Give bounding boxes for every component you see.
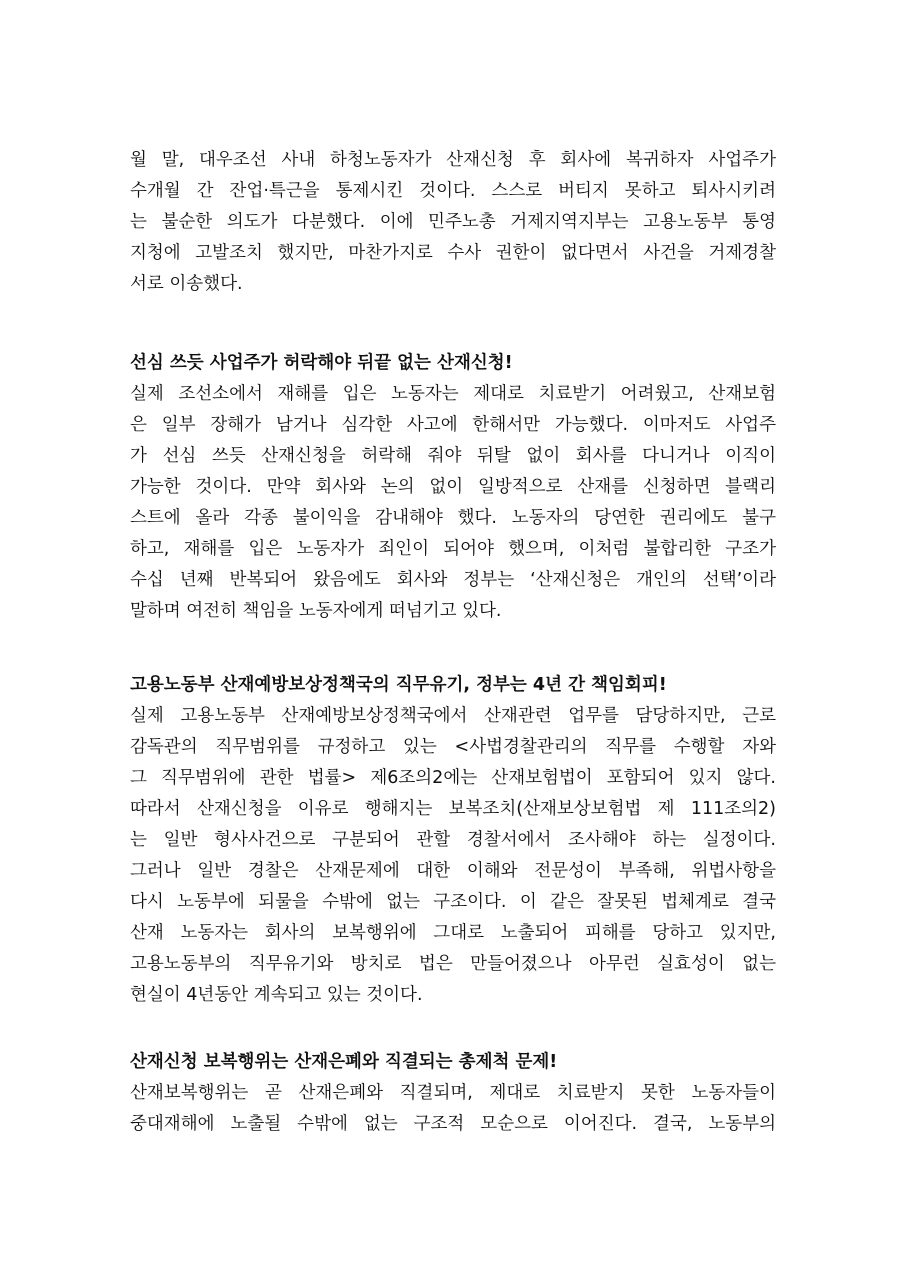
text-line: 다시 노동부에 되물을 수밖에 없는 구조이다. 이 같은 잘못된 법체계로 결국 (130, 892, 776, 912)
text-line: 는 일반 형사사건으로 구분되어 관할 경찰서에서 조사해야 하는 실정이다. (130, 830, 776, 850)
text-line: 수개월 간 잔업·특근을 통제시킨 것이다. 스스로 버티지 못하고 퇴사시키려 (130, 181, 776, 201)
text-line: 지청에 고발조치 했지만, 마찬가지로 수사 권한이 없다면서 사건을 거제경찰 (130, 243, 776, 263)
section-heading: 고용노동부 산재예방보상정책국의 직무유기, 정부는 4년 간 책임회피! (130, 675, 667, 695)
text-line: 산재 노동자는 회사의 보복행위에 그대로 노출되어 피해를 당하고 있지만, (130, 923, 776, 943)
paragraph-intro (130, 145, 776, 300)
section-permission (130, 348, 776, 627)
text-line: 감독관의 직무범위를 규정하고 있는 <사법경찰관리의 직무를 수행할 자와 (130, 737, 776, 757)
text-line: 말하며 여전히 책임을 노동자에게 떠넘기고 있다. (130, 601, 502, 621)
text-line: 따라서 산재신청을 이유로 행해지는 보복조치(산재보상보험법 제 111조의2) (130, 799, 776, 819)
section-heading: 산재신청 보복행위는 산재은폐와 직결되는 총제척 문제! (130, 1052, 558, 1072)
text-line: 그 직무범위에 관한 법률> 제6조의2에는 산재보험법이 포함되어 있지 않다. (130, 768, 776, 788)
text-line: 가능한 것이다. 만약 회사와 논의 없이 일방적으로 산재를 신청하면 블랙리 (130, 477, 776, 497)
section-retaliation (130, 1047, 776, 1140)
text-line: 실제 고용노동부 산재예방보상정책국에서 산재관련 업무를 담당하지만, 근로 (130, 706, 776, 726)
text-line: 그러나 일반 경찰은 산재문제에 대한 이해와 전문성이 부족해, 위법사항을 (130, 861, 776, 881)
text-line: 는 불순한 의도가 다분했다. 이에 민주노총 거제지역지부는 고용노동부 통영 (130, 212, 776, 232)
text-line: 은 일부 장해가 남거나 심각한 사고에 한해서만 가능했다. 이마저도 사업주 (130, 415, 776, 435)
text-line: 현실이 4년동안 계속되고 있는 것이다. (130, 985, 423, 1005)
text-line: 서로 이송했다. (130, 274, 243, 294)
text-line: 중대재해에 노출될 수밖에 없는 구조적 모순으로 이어진다. 결국, 노동부의 (130, 1114, 776, 1134)
section-heading: 선심 쓰듯 사업주가 허락해야 뒤끝 없는 산재신청! (130, 353, 513, 373)
text-line: 스트에 올라 각종 불이익을 감내해야 했다. 노동자의 당연한 권리에도 불구 (130, 508, 776, 528)
text-line: 월 말, 대우조선 사내 하청노동자가 산재신청 후 회사에 복귀하자 사업주가 (130, 150, 776, 170)
text-line: 하고, 재해를 입은 노동자가 죄인이 되어야 했으며, 이처럼 불합리한 구조가 (130, 539, 776, 559)
text-line: 산재보복행위는 곧 산재은폐와 직결되며, 제대로 치료받지 못한 노동자들이 (130, 1083, 776, 1103)
text-line: 실제 조선소에서 재해를 입은 노동자는 제대로 치료받기 어려웠고, 산재보험 (130, 384, 776, 404)
text-line: 고용노동부의 직무유기와 방치로 법은 만들어졌으나 아무런 실효성이 없는 (130, 954, 776, 974)
text-line: 수십 년째 반복되어 왔음에도 회사와 정부는 ‘산재신청은 개인의 선택’이라 (130, 570, 776, 590)
text-line: 가 선심 쓰듯 산재신청을 허락해 줘야 뒤탈 없이 회사를 다니거나 이직이 (130, 446, 776, 466)
section-dereliction (130, 670, 776, 1011)
